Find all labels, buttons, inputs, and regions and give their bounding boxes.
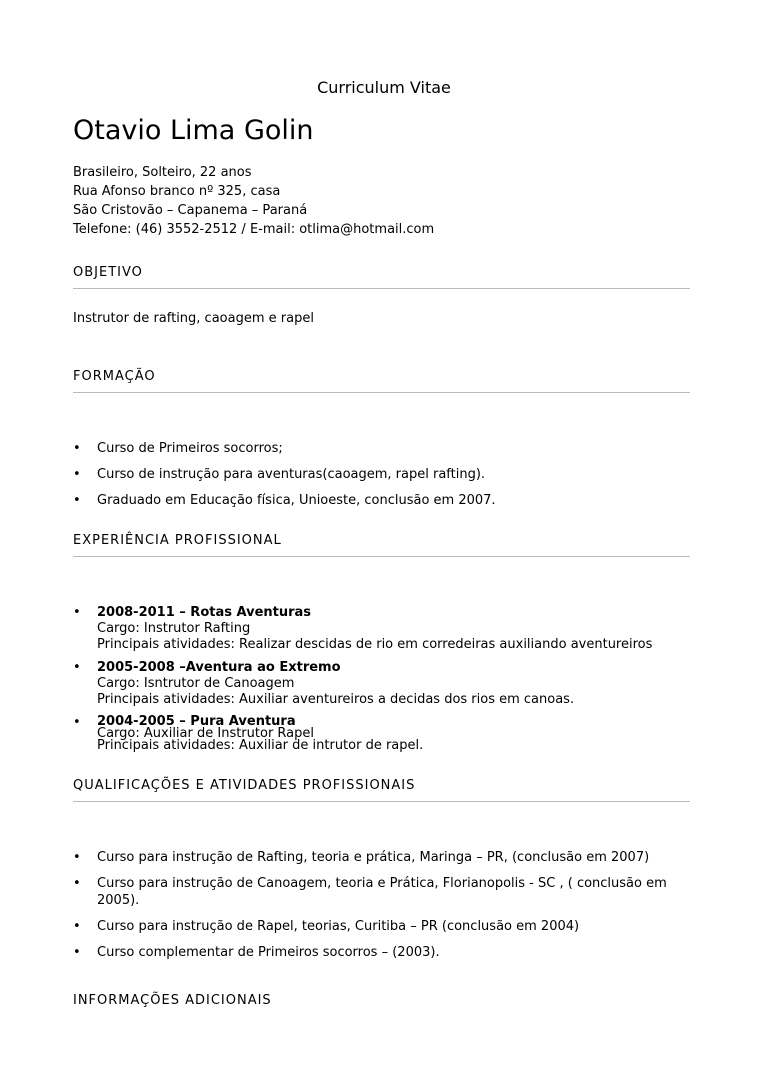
list-item: • Curso para instrução de Rafting, teoria e prática, Maringa – PR, (conclusão em 2007) <box>73 850 650 865</box>
bullet-icon: • <box>73 467 81 482</box>
address-line: Rua Afonso branco nº 325, casa <box>73 184 281 199</box>
job-title: 2004-2005 – Pura Aventura <box>97 714 296 729</box>
job-atividades: Principais atividades: Realizar descidas de rio em corredeiras auxiliando aventureiros <box>97 637 653 652</box>
job-atividades: Principais atividades: Auxiliar de intrutor de rapel. <box>97 738 424 753</box>
qualificacoes-list <box>73 849 690 970</box>
section-heading-objetivo: OBJETIVO <box>73 265 690 289</box>
job-cargo: Cargo: Isntrutor de Canoagem <box>97 676 295 691</box>
section-heading-formacao: FORMAÇÃO <box>73 369 690 393</box>
phone-email-line: Telefone: (46) 3552-2512 / E-mail: otlima@hotmail.com <box>73 222 435 237</box>
job-cargo: Cargo: Instrutor Rafting <box>97 621 251 636</box>
bullet-icon: • <box>73 605 81 620</box>
bullet-icon: • <box>73 715 81 730</box>
list-item: • Graduado em Educação física, Unioeste, conclusão em 2007. <box>73 493 496 508</box>
candidate-name: Otavio Lima Golin <box>73 115 314 146</box>
section-heading-qualificacoes: QUALIFICAÇÕES E ATIVIDADES PROFISSIONAIS <box>73 778 690 802</box>
section-heading-informacoes: INFORMAÇÕES ADICIONAIS <box>73 993 272 1008</box>
list-item <box>73 605 690 653</box>
list-item: • Curso de Primeiros socorros; <box>73 441 283 456</box>
section-heading-experiencia: EXPERIÊNCIA PROFISSIONAL <box>73 533 690 557</box>
list-item: • Curso para instrução de Rapel, teorias, Curitiba – PR (conclusão em 2004) <box>73 919 580 934</box>
city-line: São Cristovão – Capanema – Paraná <box>73 203 308 218</box>
list-item <box>73 715 690 752</box>
contact-block <box>73 163 434 239</box>
list-item: • Curso de instrução para aventuras(caoagem, rapel rafting). <box>73 467 486 482</box>
bullet-icon: • <box>73 876 81 891</box>
job-cargo: Cargo: Auxiliar de Instrutor Rapel <box>97 726 314 741</box>
bullet-icon: • <box>73 919 81 934</box>
bullet-icon: • <box>73 441 81 456</box>
bullet-icon: • <box>73 660 81 675</box>
job-atividades: Principais atividades: Auxiliar aventureiros a decidas dos rios em canoas. <box>97 692 575 707</box>
bullet-icon: • <box>73 493 81 508</box>
personal-info: Brasileiro, Solteiro, 22 anos <box>73 165 252 180</box>
document-title: Curriculum Vitae <box>317 78 451 97</box>
job-title: 2008-2011 – Rotas Aventuras <box>97 605 312 620</box>
list-item <box>73 660 690 708</box>
job-title: 2005-2008 –Aventura ao Extremo <box>97 660 341 675</box>
experiencia-list <box>73 605 690 759</box>
objetivo-text: Instrutor de rafting, caoagem e rapel <box>73 311 314 326</box>
list-item: • Curso para instrução de Canoagem, teoria e Prática, Florianopolis - SC , ( conclusão em 2005). <box>73 876 667 908</box>
formacao-list <box>73 440 690 518</box>
bullet-icon: • <box>73 945 81 960</box>
bullet-icon: • <box>73 850 81 865</box>
list-item: • Curso complementar de Primeiros socorros – (2003). <box>73 945 440 960</box>
